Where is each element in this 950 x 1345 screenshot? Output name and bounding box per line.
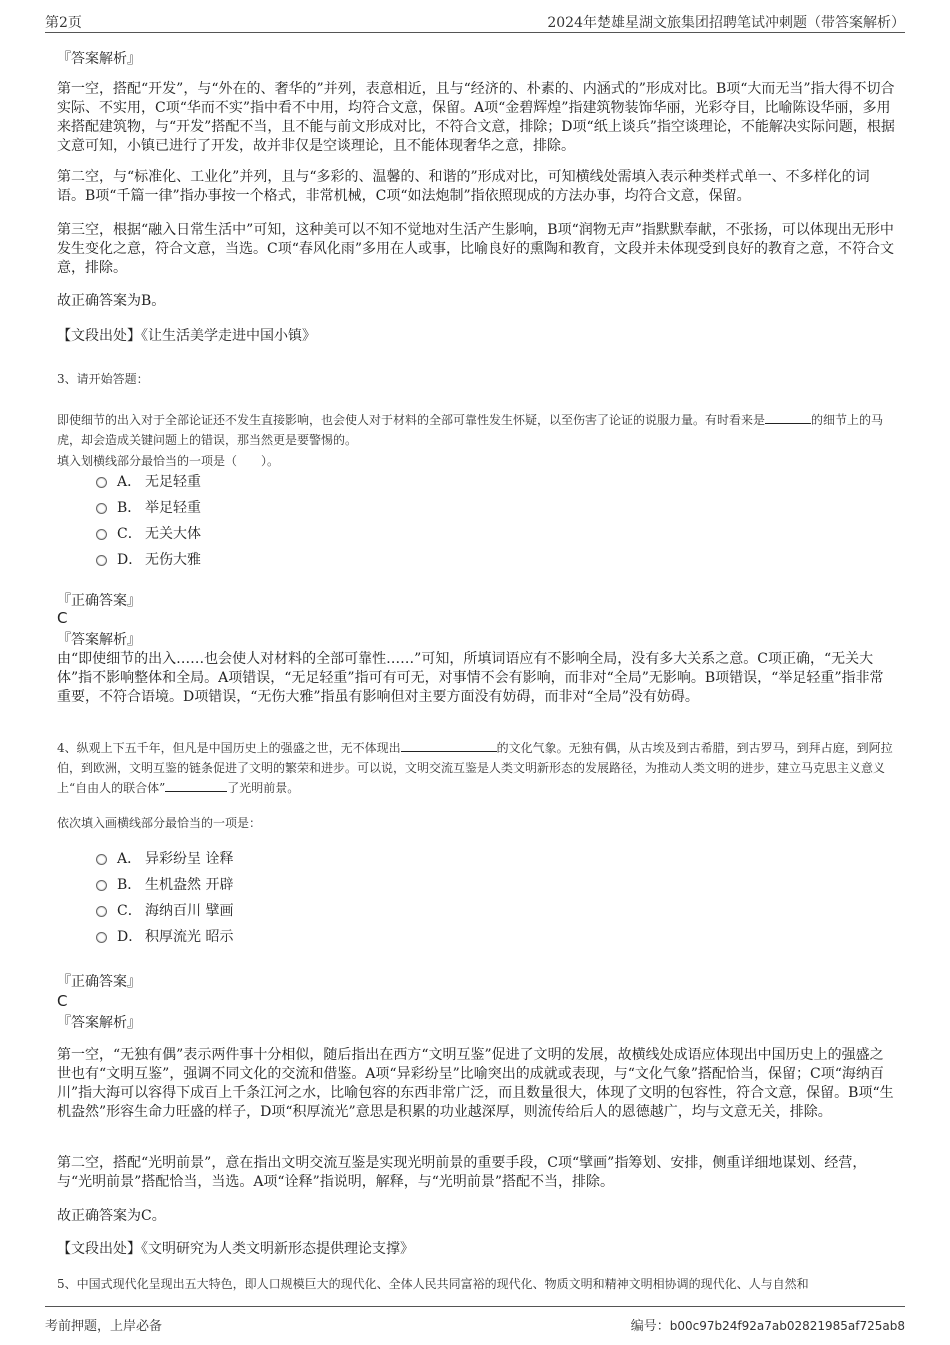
q2-source: 【文段出处】《让生活美学走进中国小镇》	[57, 328, 316, 344]
q3-answer: C	[57, 609, 68, 627]
document-title: 2024年楚雄星湖文旅集团招聘笔试冲刺题（带答案解析）	[547, 15, 905, 31]
q4-blank-2	[165, 779, 227, 792]
q4-option-c[interactable]: C． 海纳百川 擘画	[96, 901, 233, 921]
q3-stem-a: 即使细节的出入对于全部论证还不发生直接影响，也会使人对于材料的全部可靠性发生怀疑，以至伤害了论证的说服力量。有时看来是	[57, 413, 766, 427]
q4-conclusion: 故正确答案为C。	[57, 1208, 166, 1224]
footer-slogan: 考前押题，上岸必备	[45, 1319, 163, 1334]
q3-blank	[765, 411, 811, 424]
q3-answer-title: 『正确答案』	[57, 593, 141, 609]
q4-analysis-title: 『答案解析』	[57, 1015, 141, 1031]
q2-analysis-p3: 第三空，根据“融入日常生活中”可知，这种美可以不知不觉地对生活产生影响，B项“润物无声”指默默奉献，不张扬，可以体现出无形中发生变化之意，符合文意，当选。C项“春风化雨”多用在人或事，比喻良好的熏陶和教育，文段并未体现受到良好的教育之意，不符合文意，排除。	[57, 222, 895, 276]
q2-analysis-title: 『答案解析』	[57, 51, 141, 67]
q4-source: 【文段出处】《文明研究为人类文明新形态提供理论支撑》	[57, 1241, 414, 1257]
footer-code: 编号：b00c97b24f92a7ab02821985af725ab8	[630, 1319, 905, 1334]
q3-analysis: 由“即使细节的出入……也会使人对材料的全部可靠性……”可知，所填词语应有不影响全局，没有多大关系之意。C项正确，“无关大体”指不影响整体和全局。A项错误，“无足轻重”指可有可无，对事情不会有影响，而非对“全局”无影响。B项错误，“举足轻重”指非常重要，不符合语境。D项错误，“无伤大雅”指虽有影响但对主要方面没有妨碍，而非对“全局”没有妨碍。	[57, 651, 884, 705]
q3-stem	[57, 410, 897, 450]
page-header	[45, 12, 905, 33]
page-number: 第2页	[45, 15, 82, 31]
q3-analysis-title: 『答案解析』	[57, 632, 141, 648]
q4-analysis-p1: 第一空，“无独有偶”表示两件事十分相似，随后指出在西方“文明互鉴”促进了文明的发展，故横线处成语应体现出中国历史上的强盛之世也有“文明互鉴”，强调不同文化的交流和借鉴。A项“异彩纷呈”比喻突出的成就或表现，与“文化气象”搭配恰当，保留；C项“海纳百川”指大海可以容得下成百上千条江河之水，比喻包容的东西非常广泛，而且数量很大，体现了文明的包容性，符合文意，保留。B项“生机盎然”形容生命力旺盛的样子，D项“积厚流光”意思是积累的功业越深厚，则流传给后人的恩德越广，均与文意无关，排除。	[57, 1047, 894, 1120]
radio-icon[interactable]	[96, 477, 107, 488]
q3-option-c[interactable]: C． 无关大体	[96, 524, 201, 544]
q2-analysis-p1: 第一空，搭配“开发”，与“外在的、奢华的”并列，表意相近，且与“经济的、朴素的、内涵式的”形成对比。B项“大而无当”指大得不切合实际、不实用，C项“华而不实”指中看不中用，均符合文意，保留。A项“金碧辉煌”指建筑物装饰华丽，光彩夺目，比喻陈设华丽，多用来搭配建筑物，与“开发”搭配不当，且不能与前文形成对比，不符合文意，排除；D项“纸上谈兵”指空谈理论，不能解决实际问题，根据文意可知，小镇已进行了开发，故并非仅是空谈理论，且不能体现奢华之意，排除。	[57, 81, 895, 154]
q4-prompt: 依次填入画横线部分最恰当的一项是：	[57, 816, 262, 830]
radio-icon[interactable]	[96, 854, 107, 865]
q2-conclusion: 故正确答案为B。	[57, 293, 166, 309]
q4-option-b[interactable]: B． 生机盎然 开辟	[96, 875, 233, 895]
q4-option-a[interactable]: A． 异彩纷呈 诠释	[96, 849, 233, 869]
q3-option-a[interactable]: A． 无足轻重	[96, 472, 201, 492]
radio-icon[interactable]	[96, 529, 107, 540]
q4-stem: 4、纵观上下五千年，但凡是中国历史上的强盛之世，无不体现出 的文化气象。无独有偶，从古埃及到古希腊，到古罗马，到拜占庭，到阿拉伯，到欧洲，文明互鉴的链条促进了文明的繁荣和进步。可以说，文明交流互鉴是人类文明新形态的发展路径，为推动人类文明的进步，建立马克思主义意义上“自由人的联合体” 了光明前景。	[57, 741, 893, 795]
page-footer	[45, 1306, 905, 1335]
q4-option-d[interactable]: D． 积厚流光 昭示	[96, 927, 233, 947]
radio-icon[interactable]	[96, 555, 107, 566]
q4-analysis-p2: 第二空，搭配“光明前景”，意在指出文明交流互鉴是实现光明前景的重要手段，C项“擘画”指筹划、安排，侧重详细地谋划、经营，与“光明前景”搭配恰当，当选。A项“诠释”指说明，解释，与“光明前景”搭配不当，排除。	[57, 1155, 867, 1190]
q5-stem: 5、中国式现代化呈现出五大特色，即人口规模巨大的现代化、全体人民共同富裕的现代化、物质文明和精神文明相协调的现代化、人与自然和	[57, 1277, 809, 1291]
q3-stem-b: 的细节上的马虎，却会造成关键问题上的错误，那当然更是要警惕的。	[57, 413, 884, 447]
radio-icon[interactable]	[96, 503, 107, 514]
q3-prompt: 填入划横线部分最恰当的一项是（ ）。	[57, 454, 280, 468]
radio-icon[interactable]	[96, 906, 107, 917]
q3-option-d[interactable]: D． 无伤大雅	[96, 550, 201, 570]
q4-answer-title: 『正确答案』	[57, 974, 141, 990]
q2-analysis-p2: 第二空，与“标准化、工业化”并列，且与“多彩的、温馨的、和谐的”形成对比，可知横线处需填入表示种类样式单一、不多样化的词语。B项“千篇一律”指办事按一个格式，非常机械，C项“如法炮制”指依照现成的方法办事，均符合文意，保留。	[57, 169, 870, 204]
radio-icon[interactable]	[96, 932, 107, 943]
q3-option-b[interactable]: B． 举足轻重	[96, 498, 201, 518]
radio-icon[interactable]	[96, 880, 107, 891]
q4-blank-1	[401, 739, 497, 752]
q3-number: 3、请开始答题：	[57, 372, 149, 386]
q4-answer: C	[57, 992, 68, 1010]
